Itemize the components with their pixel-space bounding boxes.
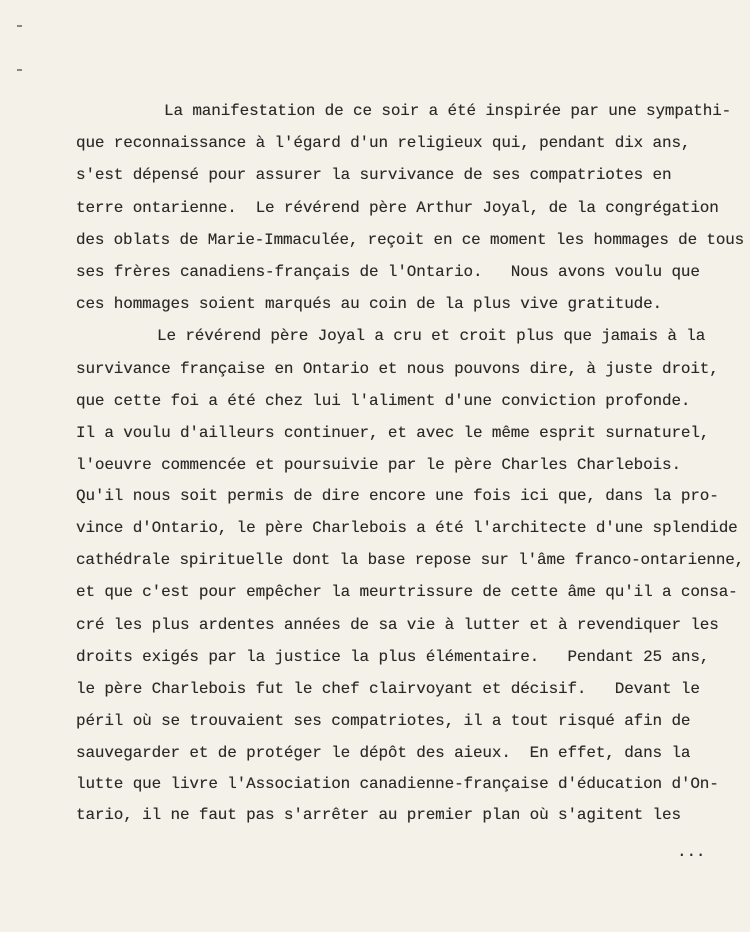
text-line: ces hommages soient marqués au coin de la plus vive gratitude. [76,295,662,313]
text-line: lutte que livre l'Association canadienne-française d'éducation d'On- [76,775,719,793]
text-line: sauvegarder et de protéger le dépôt des aieux. En effet, dans la [76,744,691,762]
text-line: Qu'il nous soit permis de dire encore une fois ici que, dans la pro- [76,487,719,505]
continuation-marker: ... [677,843,706,861]
text-line: La manifestation de ce soir a été inspirée par une sympathi- [164,102,732,120]
text-line: s'est dépensé pour assurer la survivance de ses compatriotes en [76,166,672,184]
text-line: survivance française en Ontario et nous pouvons dire, à juste droit, [76,360,719,378]
text-line: le père Charlebois fut le chef clairvoyant et décisif. Devant le [76,680,700,698]
text-line: Le révérend père Joyal a cru et croit plus que jamais à la [157,327,706,345]
text-line: que reconnaissance à l'égard d'un religieux qui, pendant dix ans, [76,134,691,152]
margin-mark [17,69,22,71]
text-line: et que c'est pour empêcher la meurtrissure de cette âme qu'il a consa- [76,583,738,601]
text-line: droits exigés par la justice la plus élémentaire. Pendant 25 ans, [76,648,710,666]
text-line: des oblats de Marie-Immaculée, reçoit en ce moment les hommages de tous [76,231,745,249]
text-line: l'oeuvre commencée et poursuivie par le père Charles Charlebois. [76,456,681,474]
text-line: cathédrale spirituelle dont la base repose sur l'âme franco-ontarienne, [76,551,745,569]
text-line: cré les plus ardentes années de sa vie à lutter et à revendiquer les [76,616,719,634]
text-line: péril où se trouvaient ses compatriotes, il a tout risqué afin de [76,712,691,730]
text-line: terre ontarienne. Le révérend père Arthur Joyal, de la congrégation [76,199,719,217]
text-line: tario, il ne faut pas s'arrêter au premier plan où s'agitent les [76,806,681,824]
text-line: ses frères canadiens-français de l'Ontario. Nous avons voulu que [76,263,700,281]
text-line: que cette foi a été chez lui l'aliment d'une conviction profonde. [76,392,691,410]
text-line: vince d'Ontario, le père Charlebois a été l'architecte d'une splendide [76,519,738,537]
margin-mark [17,25,22,27]
text-line: Il a voulu d'ailleurs continuer, et avec le même esprit surnaturel, [76,424,710,442]
